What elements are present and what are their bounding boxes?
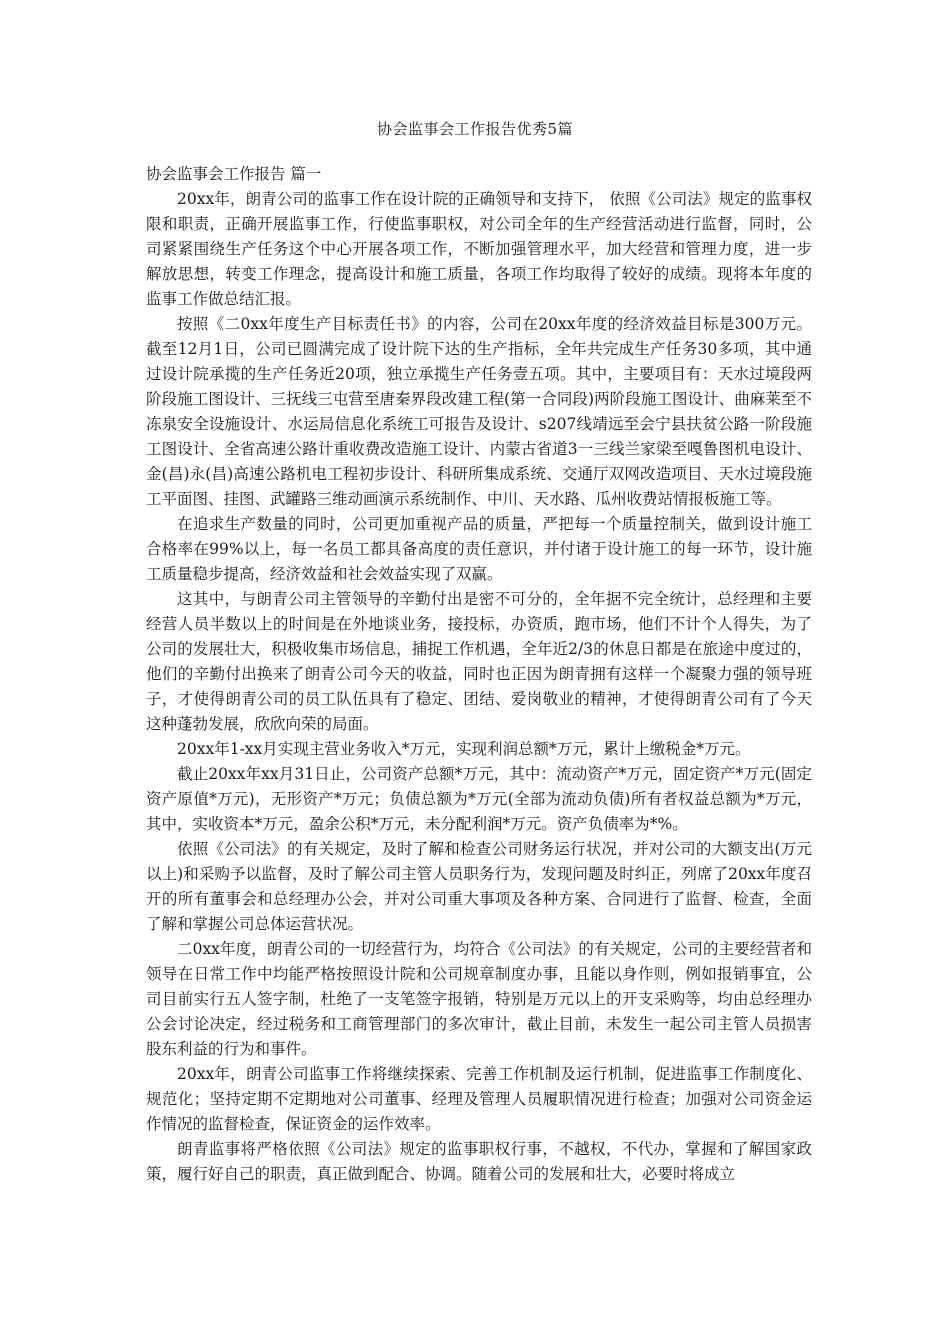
paragraph-10: 朗青监事将严格依照《公司法》规定的监事职权行事，不越权，不代办，掌握和了解国家政策，履行好自己的职责，真正做到配合、协调。随着公司的发展和壮大，必要时将成立	[146, 1140, 812, 1183]
paragraph-5: 20xx年1-xx月实现主营业务收入*万元，实现利润总额*万元，累计上缴税金*万元。	[177, 740, 751, 758]
paragraph-3: 在追求生产数量的同时，公司更加重视产品的质量，严把每一个质量控制关，做到设计施工合格率在99%以上，每一名员工都具备高度的责任意识，并付诸于设计施工的每一环节，设计施工质量稳步提高，经济效益和社会效益实现了双赢。	[146, 515, 812, 583]
paragraph-8: 二0xx年度，朗青公司的一切经营行为，均符合《公司法》的有关规定，公司的主要经营者和领导在日常工作中均能严格按照设计院和公司规章制度办事，且能以身作则，例如报销事宜，公司目前实行五人签字制，杜绝了一支笔签字报销，特别是万元以上的开支采购等，均由总经理办公会讨论决定，经过税务和工商管理部门的多次审计，截止目前，未发生一起公司主管人员损害股东利益的行为和事件。	[146, 940, 812, 1058]
paragraph-7: 依照《公司法》的有关规定，及时了解和检查公司财务运行状况，并对公司的大额支出(万元以上)和采购予以监督，及时了解公司主管人员职务行为，发现问题及时纠正，列席了20xx年度召开的所有董事会和总经理办公会，并对公司重大事项及各种方案、合同进行了监督、检查，全面了解和掌握公司总体运营状况。	[146, 840, 812, 933]
document-body	[146, 162, 812, 1187]
paragraph-6: 截止20xx年xx月31日止，公司资产总额*万元，其中：流动资产*万元，固定资产*万元(固定资产原值*万元)，无形资产*万元；负债总额为*万元(全部为流动负债)所有者权益总额为*万元，其中，实收资本*万元，盈余公积*万元，未分配利润*万元。资产负债率为*%。	[146, 765, 812, 833]
section-heading: 协会监事会工作报告 篇一	[146, 165, 322, 183]
paragraph-4: 这其中，与朗青公司主管领导的辛勤付出是密不可分的，全年据不完全统计，总经理和主要经营人员半数以上的时间是在外地谈业务，接投标，办资质，跑市场，他们不计个人得失，为了公司的发展壮大，积极收集市场信息，捕捉工作机遇，全年近2/3的休息日都是在旅途中度过的，他们的辛勤付出换来了朗青公司今天的收益，同时也正因为朗青拥有这样一个凝聚力强的领导班子，才使得朗青公司的员工队伍具有了稳定、团结、爱岗敬业的精神，才使得朗青公司有了今天这种蓬勃发展，欣欣向荣的局面。	[146, 590, 812, 733]
paragraph-9: 20xx年，朗青公司监事工作将继续探索、完善工作机制及运行机制，促进监事工作制度化、规范化；坚持定期不定期地对公司董事、经理及管理人员履职情况进行检查；加强对公司资金运作情况的监督检查，保证资金的运作效率。	[146, 1065, 812, 1133]
document-title: 协会监事会工作报告优秀5篇	[376, 120, 574, 138]
paragraph-2: 按照《二0xx年度生产目标责任书》的内容，公司在20xx年度的经济效益目标是300万元。截至12月1日，公司已圆满完成了设计院下达的生产指标，全年共完成生产任务30多项，其中通过设计院承揽的生产任务近20项，独立承揽生产任务壹五项。其中，主要项目有：天水过境段两阶段施工图设计、三抚线三屯营至唐秦界段改建工程(第一合同段)两阶段施工图设计、曲麻莱至不冻泉安全设施设计、水运局信息化系统工可报告及设计、s207线靖远至会宁县扶贫公路一阶段施工图设计、全省高速公路计重收费改造施工设计、内蒙古省道3一三线兰家梁至嘎鲁图机电设计、金(昌)永(昌)高速公路机电工程初步设计、科研所集成系统、交通厅双网改造项目、天水过境段施工平面图、挂图、武罐路三维动画演示系统制作、中川、天水路、瓜州收费站情报板施工等。	[146, 315, 812, 508]
paragraph-1: 20xx年，朗青公司的监事工作在设计院的正确领导和支持下， 依照《公司法》规定的监事权限和职责，正确开展监事工作，行使监事职权，对公司全年的生产经营活动进行监督，同时，公司紧紧围绕生产任务这个中心开展各项工作，不断加强管理水平，加大经营和管理力度，进一步解放思想，转变工作理念，提高设计和施工质量，各项工作均取得了较好的成绩。现将本年度的监事工作做总结汇报。	[146, 190, 812, 308]
